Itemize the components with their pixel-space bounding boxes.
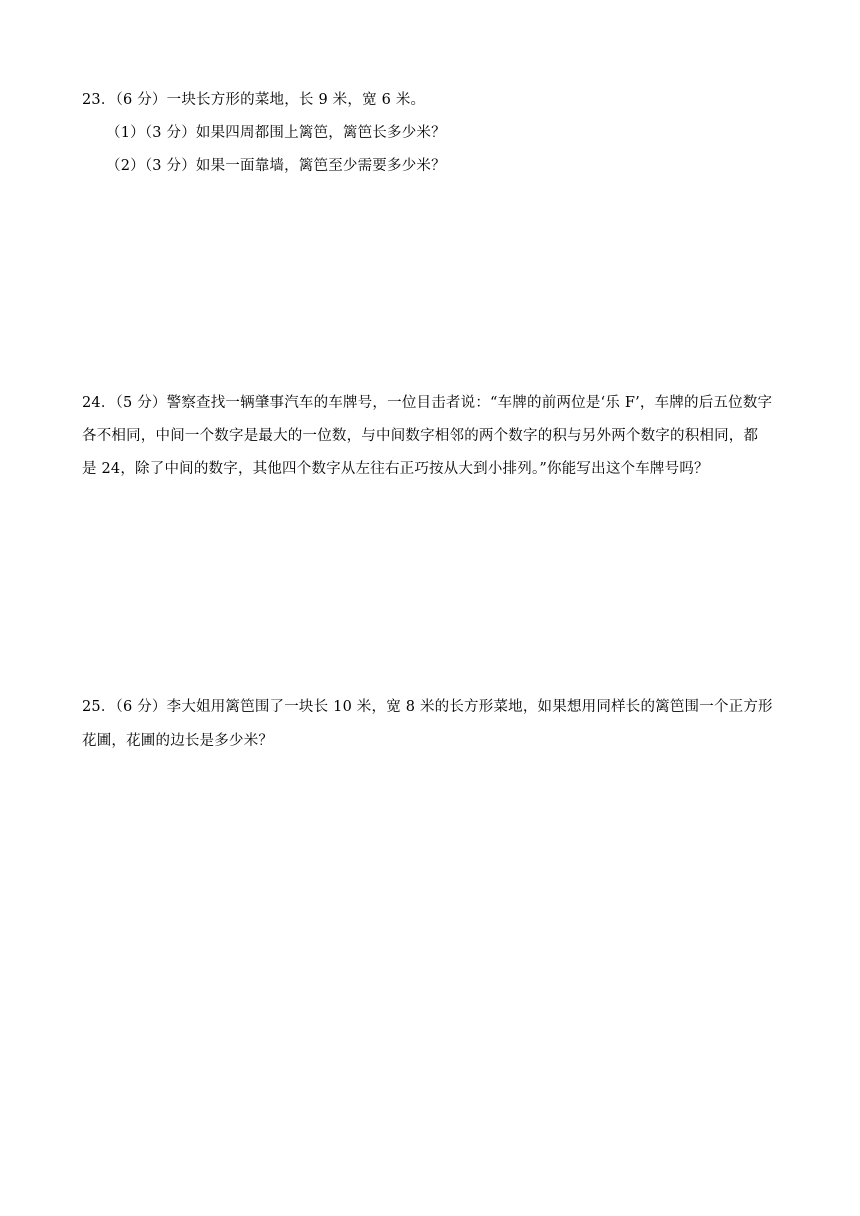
- question-23-part-2: （2）（3 分）如果一面靠墙，篱笆至少需要多少米？: [106, 158, 446, 174]
- question-24-line-2: 各不相同，中间一个数字是最大的一位数，与中间数字相邻的两个数字的积与另外两个数字的积相同，都: [82, 428, 759, 444]
- question-24-line-1: 24．（5 分）警察查找一辆肇事汽车的车牌号，一位目击者说：“车牌的前两位是‘乐 F’，车牌的后五位数字: [82, 395, 773, 411]
- question-23-part-1: （1）（3 分）如果四周都围上篱笆，篱笆长多少米？: [106, 125, 446, 141]
- question-25-line-1: 25．（6 分）李大姐用篱笆围了一块长 10 米，宽 8 米的长方形菜地，如果想用同样长的篱笆围一个正方形: [82, 699, 773, 715]
- question-25-line-2: 花圃，花圃的边长是多少米？: [82, 733, 274, 749]
- question-23-stem: 23．（6 分）一块长方形的菜地，长 9 米，宽 6 米。: [82, 92, 426, 108]
- question-24-line-3: 是 24，除了中间的数字，其他四个数字从左往右正巧按从大到小排列。”你能写出这个车牌号吗？: [82, 461, 709, 477]
